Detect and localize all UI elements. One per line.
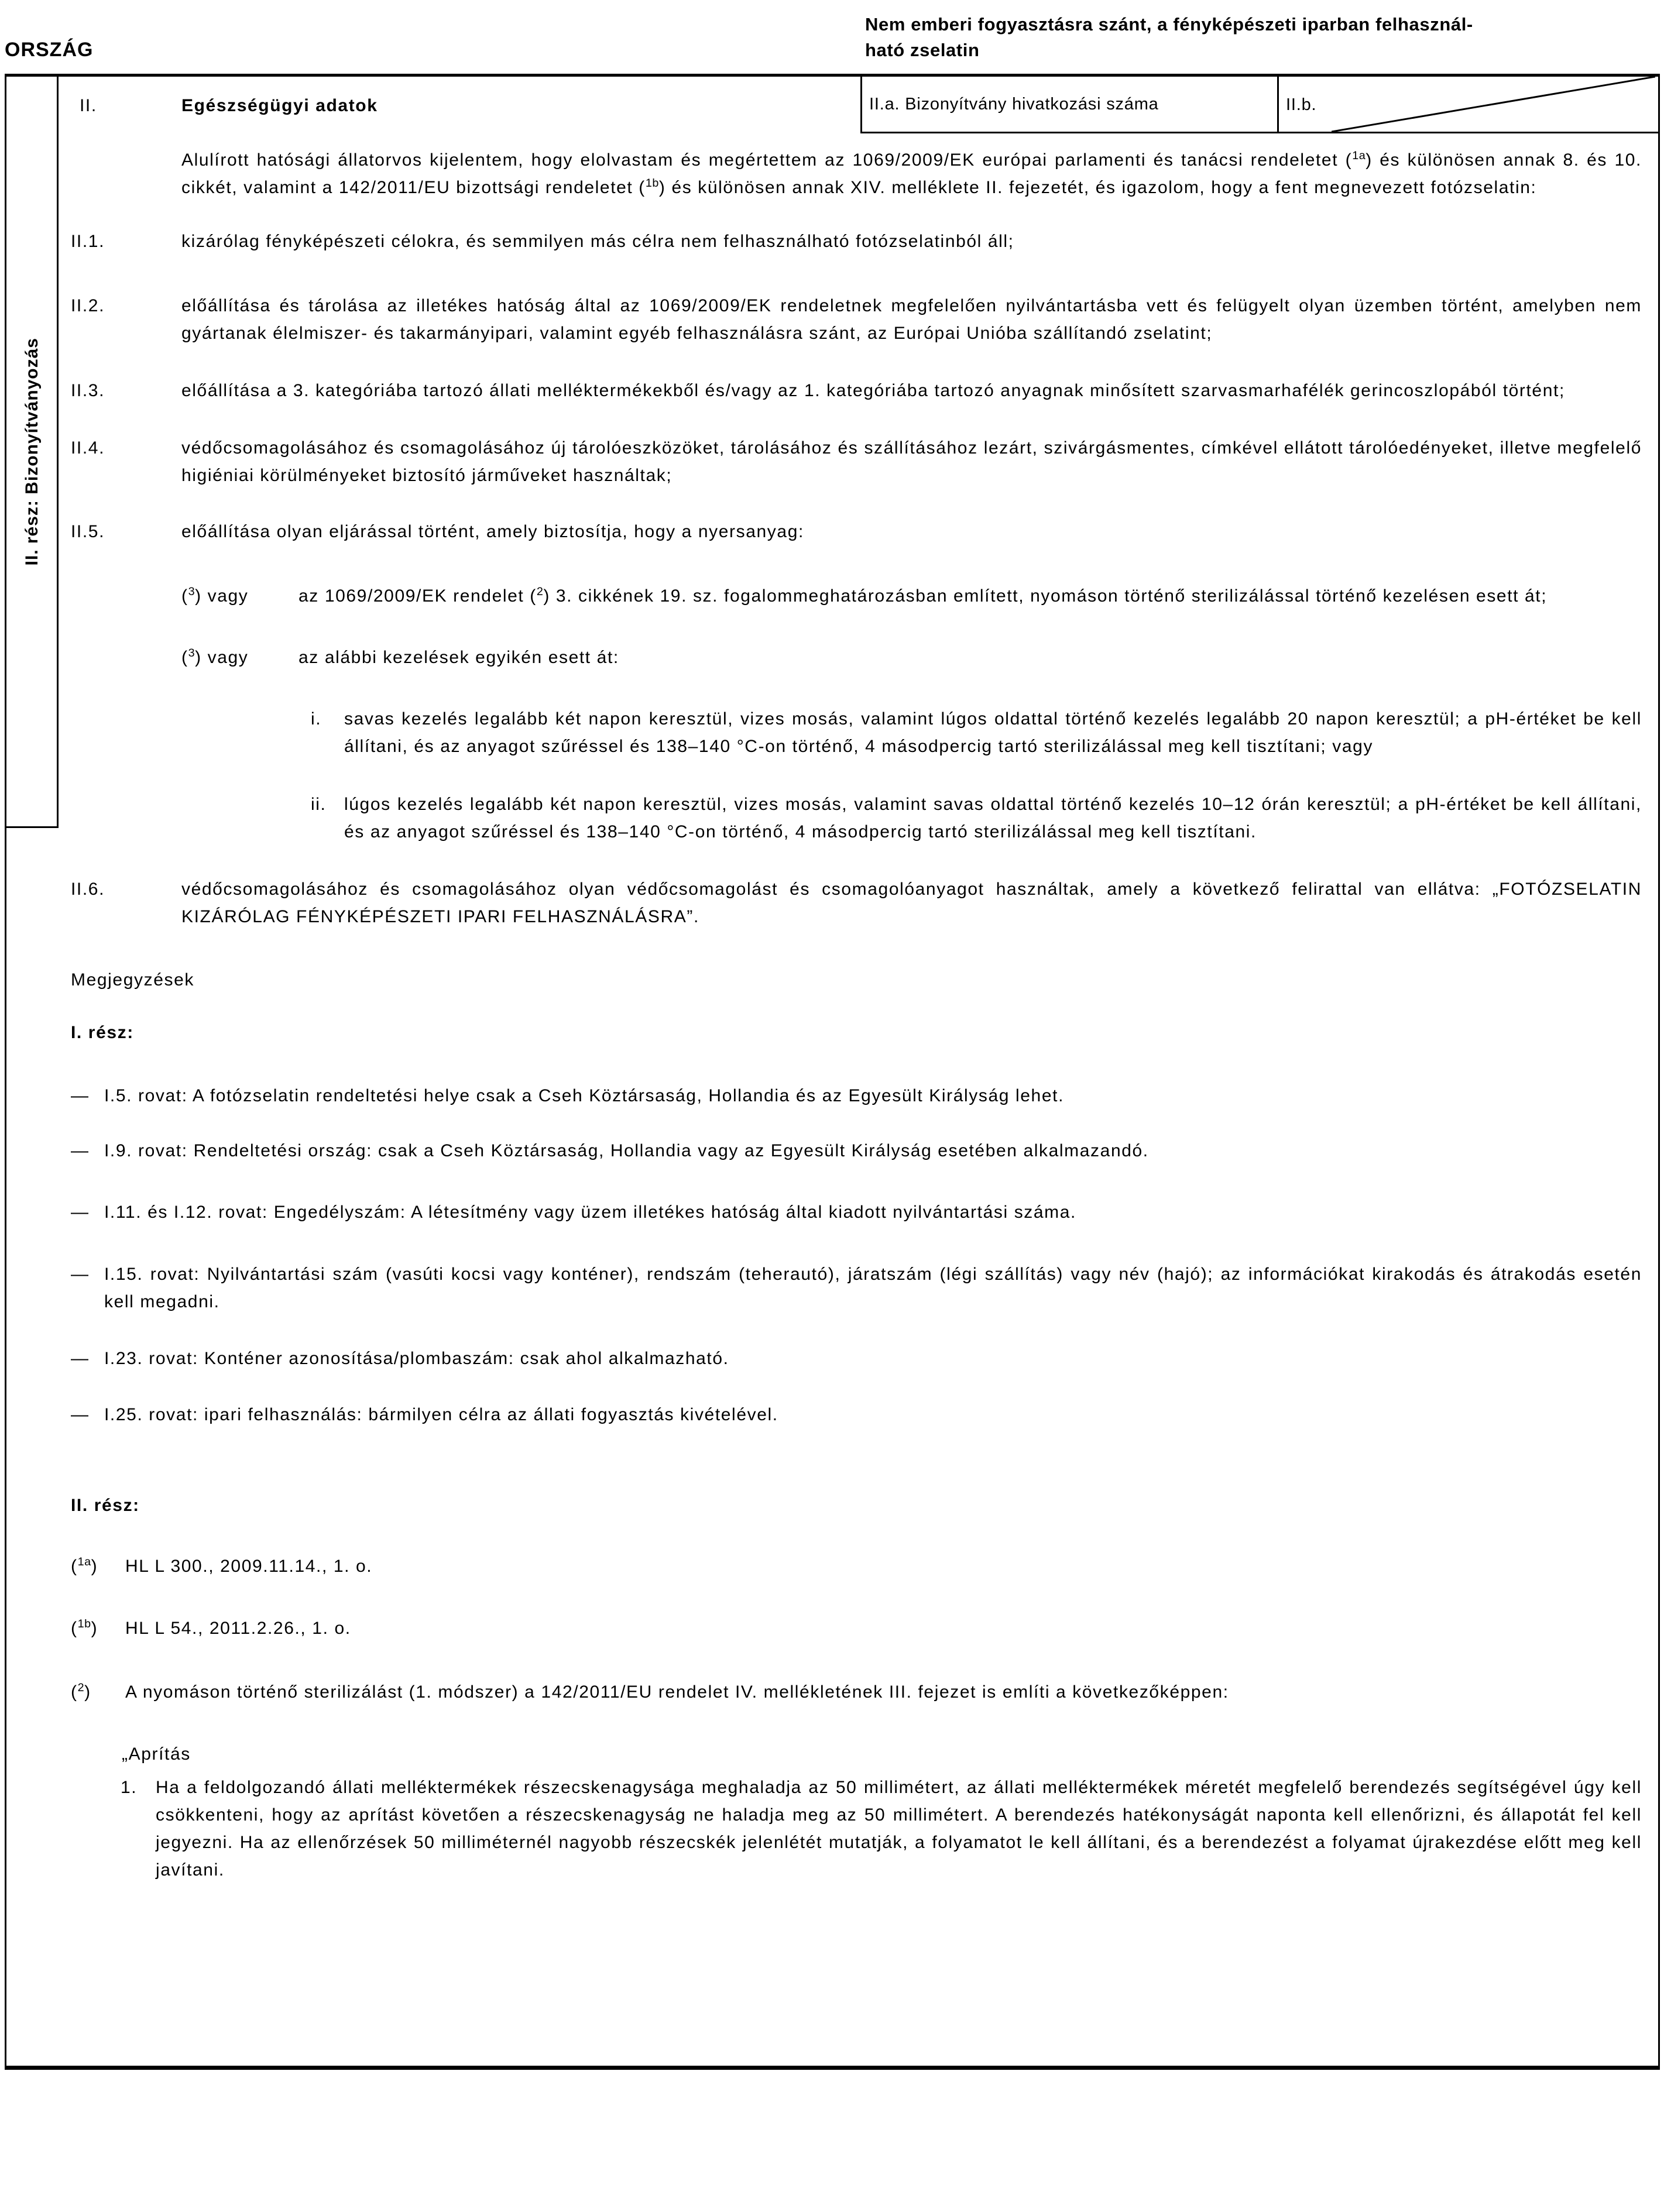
document-title-line-1: Nem emberi fogyasztásra szánt, a fényképészeti iparban felhasznál- (865, 14, 1473, 35)
dash-bullet: — (71, 1141, 90, 1160)
health-section-title: Egészségügyi adatok (181, 96, 378, 115)
dash-bullet: — (71, 1265, 90, 1284)
option-text: az alábbi kezelések egyikén esett át: (299, 648, 619, 667)
clause-text: védőcsomagolásához és csomagolásához új tárolóeszközöket, tárolásához és szállításához lezárt, szivárgásmentes, címkével ellátott tárolóedényeket, illetve megfelelő higiéniai körülményeket biztosító járműveket használtak; (181, 438, 1642, 485)
note-text: I.15. rovat: Nyilvántartási szám (vasúti kocsi vagy konténer), rendszám (teherautó), járatszám (légi szállítás) vagy név (hajó); az információkat kirakodás és átrakodás esetén kell megadni. (104, 1265, 1642, 1311)
document-title-line-2: ható zselatin (865, 40, 980, 60)
document-title (865, 12, 1661, 63)
treatment-number: i. (311, 709, 322, 729)
notes-heading: Megjegyzések (71, 970, 194, 990)
clause-number: II.3. (71, 381, 105, 400)
clause-text: előállítása olyan eljárással történt, amely biztosítja, hogy a nyersanyag: (181, 522, 804, 541)
health-header-row (6, 77, 1658, 133)
note-row (71, 1198, 1642, 1226)
note-row (71, 1345, 1642, 1372)
certificate-reference-cell (860, 77, 1277, 133)
dash-bullet: — (71, 1349, 90, 1368)
option-row (181, 582, 1642, 610)
footnote-marker: ($^2$) (71, 1681, 91, 1702)
clause-row (71, 518, 1642, 545)
quote-heading: „Aprítás (122, 1744, 191, 1764)
certificate-body (6, 133, 1658, 2066)
treatment-number: ii. (311, 795, 327, 814)
declaration-intro: Alulírott hatósági állatorvos kijelentem, hogy elolvastam és megértettem az 1069/2009/EK európai parlamenti és tanácsi rendeletet ($^{1a}$) és különösen annak 8. és 10. cikkét, valamint a 142/2011/EU bizottsági rendeletet ($^{1b}$) és különösen annak XIV. melléklete II. fejezetét, és igazolom, hogy a fent megnevezett fotózselatin: (181, 149, 1642, 197)
note-row (71, 1401, 1642, 1428)
note-text: I.23. rovat: Konténer azonosítása/plombaszám: csak ahol alkalmazható. (104, 1349, 729, 1368)
part-i-heading: I. rész: (71, 1023, 134, 1042)
clause-number: II.4. (71, 438, 105, 458)
clause-row (71, 228, 1642, 255)
clause-row (71, 875, 1642, 930)
note-text: I.11. és I.12. rovat: Engedélyszám: A létesítmény vagy üzem illetékes hatóság által kiadott nyilvántartási száma. (104, 1203, 1076, 1222)
cell-iib (1277, 77, 1658, 133)
note-row (71, 1082, 1642, 1110)
footnote-text: HL L 300., 2009.11.14., 1. o. (125, 1557, 373, 1576)
clause-number: II.6. (71, 880, 105, 899)
note-text: I.25. rovat: ipari felhasználás: bármilyen célra az állati fogyasztás kivételével. (104, 1405, 778, 1424)
footnote-text: A nyomáson történő sterilizálást (1. módszer) a 142/2011/EU rendelet IV. mellékletének III. fejezet is említi a következőképpen: (125, 1682, 1229, 1702)
option-text: az 1069/2009/EK rendelet ($^2$) 3. cikkének 19. sz. fogalommeghatározásban említett, nyomáson történő sterilizálással történő kezelésen esett át; (299, 585, 1548, 606)
dash-bullet: — (71, 1086, 90, 1105)
note-row (71, 1137, 1642, 1165)
clause-row (71, 292, 1642, 347)
footnote-row (71, 1678, 1642, 1706)
diagonal-strike-line (1332, 77, 1655, 132)
footnote-row (71, 1615, 1642, 1642)
sidebar-label: II. rész: Bizonyítványozás (22, 337, 42, 566)
clause-text: kizárólag fényképészeti célokra, és semmilyen más célra nem felhasználható fotózselatinból áll; (181, 232, 1014, 251)
clause-number: II.1. (71, 232, 105, 251)
footnote-marker: ($^{1a}$) (71, 1555, 98, 1576)
clause-text: előállítása a 3. kategóriába tartozó állati melléktermékekből és/vagy az 1. kategóriába tartozó anyagnak minősített szarvasmarhafélék gerincoszlopából történt; (181, 381, 1565, 400)
option-row (181, 644, 1642, 671)
note-text: I.9. rovat: Rendeltetési ország: csak a Cseh Köztársaság, Hollandia vagy az Egyesült Királyság esetében alkalmazandó. (104, 1141, 1149, 1160)
clause-row (71, 434, 1642, 489)
country-label: ORSZÁG (5, 39, 94, 61)
part-ii-heading: II. rész: (71, 1496, 140, 1515)
quote-item-text: Ha a feldolgozandó állati melléktermékek részecskenagysága meghaladja az 50 millimétert, az állati melléktermékek méretét megfelelő berendezés segítségével úgy kell csökkenteni, hogy az aprítást követően a részecskenagyság ne haladja meg az 50 millimétert. A berendezés hatékonyságát naponta kell ellenőrizni, és állapotát fel kell jegyezni. Ha az ellenőrzések 50 milliméternél nagyobb részecskék jelenlétét mutatják, a folyamatot le kell állítani, és a berendezést a folyamat újrakezdése előtt meg kell javítani. (156, 1778, 1642, 1880)
quote-item-number: 1. (121, 1778, 138, 1797)
certificate-table (5, 74, 1660, 2070)
option-label: ($^3$) vagy (181, 585, 249, 606)
clause-number: II.5. (71, 522, 105, 541)
quote-item-row (121, 1774, 1642, 1884)
note-text: I.5. rovat: A fotózselatin rendeltetési helye csak a Cseh Köztársaság, Hollandia és az Egyesült Királyság lehet. (104, 1086, 1064, 1105)
clause-text: előállítása és tárolása az illetékes hatóság által az 1069/2009/EK rendeletnek megfelelően nyilvántartásba vett és felügyelt olyan üzemben történt, amelyben nem gyártanak élelmiszer- és takarmányipari, valamint egyéb felhasználásra szánt, az Európai Unióba szállítandó zselatint; (181, 296, 1642, 343)
treatment-row (311, 791, 1642, 846)
clause-number: II.2. (71, 296, 105, 315)
treatment-text: lúgos kezelés legalább két napon keresztül, vizes mosás, valamint savas oldattal történő kezelés 10–12 órán keresztül; a pH-értéket be kell állítani, és az anyagot szűréssel és 138–140 °C-on történő, 4 másodpercig tartó sterilizálással meg kell tisztítani. (344, 795, 1642, 841)
option-label: ($^3$) vagy (181, 647, 249, 667)
cell-iib-label: II.b. (1286, 95, 1317, 114)
note-row (71, 1260, 1642, 1315)
treatment-row (311, 705, 1642, 760)
clause-text: védőcsomagolásához és csomagolásához olyan védőcsomagolást és csomagolóanyagot használtak, amely a következő felirattal van ellátva: „FOTÓZSELATIN KIZÁRÓLAG FÉNYKÉPÉSZETI IPARI FELHASZNÁLÁSRA”. (181, 880, 1642, 926)
footnote-row (71, 1552, 1642, 1580)
certificate-reference-label: II.a. Bizonyítvány hivatkozási száma (869, 94, 1159, 114)
health-section-number: II. (80, 96, 97, 115)
treatment-text: savas kezelés legalább két napon keresztül, vizes mosás, valamint lúgos oldattal történő kezelés legalább 20 napon keresztül; a pH-értéket be kell állítani, és az anyagot szűréssel és 138–140 °C-on történő, 4 másodpercig tartó sterilizálással meg kell tisztítani; vagy (344, 709, 1642, 756)
clause-row (71, 377, 1642, 404)
dash-bullet: — (71, 1405, 90, 1424)
footnote-text: HL L 54., 2011.2.26., 1. o. (125, 1619, 351, 1638)
dash-bullet: — (71, 1203, 90, 1222)
footnote-marker: ($^{1b}$) (71, 1617, 98, 1638)
